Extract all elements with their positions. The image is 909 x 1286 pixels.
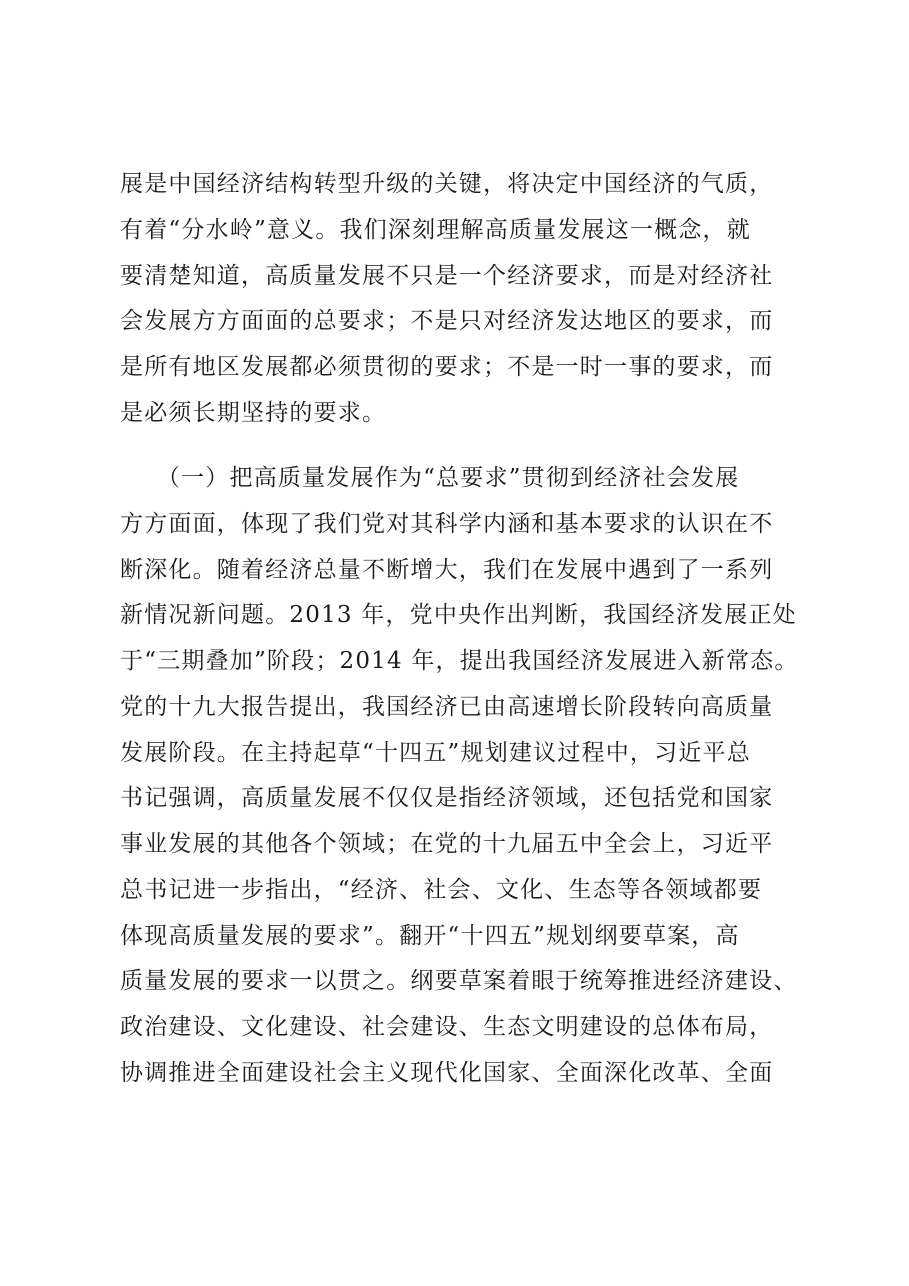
text-line: 于“三期叠加”阶段；2014 年，提出我国经济发展进入新常态。	[120, 648, 799, 674]
text-line: 是所有地区发展都必须贯彻的要求；不是一时一事的要求，而	[120, 354, 774, 380]
text-line: 协调推进全面建设社会主义现代化国家、全面深化改革、全面	[120, 1059, 774, 1086]
text-line: 事业发展的其他各个领域；在党的十九届五中全会上，习近平	[120, 831, 774, 857]
paragraph-section-one	[120, 456, 810, 1097]
text-line: 质量发展的要求一以贯之。纲要草案着眼于统筹推进经济建设、	[120, 968, 798, 995]
text-line: 体现高质量发展的要求”。翻开“十四五”规划纲要草案，高	[120, 922, 740, 949]
paragraph-continuation	[120, 162, 810, 437]
text-line: 发展阶段。在主持起草“十四五”规划建议过程中，习近平总	[120, 739, 751, 766]
text-line: 有着“分水岭”意义。我们深刻理解高质量发展这一概念，就	[120, 216, 751, 243]
text-line: 总书记进一步指出，“经济、社会、文化、生态等各领域都要	[120, 876, 763, 903]
text-line: 展是中国经济结构转型升级的关键，将决定中国经济的气质，	[120, 171, 774, 197]
text-line: 方方面面，体现了我们党对其科学内涵和基本要求的认识在不	[120, 510, 774, 537]
text-line: 会发展方方面面的总要求；不是只对经济发达地区的要求，而	[120, 308, 774, 335]
text-line: 书记强调，高质量发展不仅仅是指经济领域，还包括党和国家	[120, 785, 774, 812]
text-line: 新情况新问题。2013 年，党中央作出判断，我国经济发展正处	[120, 602, 797, 629]
text-line: 党的十九大报告提出，我国经济已由高速增长阶段转向高质量	[120, 693, 774, 720]
text-line: 断深化。随着经济总量不断增大，我们在发展中遇到了一系列	[120, 556, 774, 583]
text-line: （一）把高质量发展作为“总要求”贯彻到经济社会发展	[120, 465, 740, 491]
text-line: 要清楚知道，高质量发展不只是一个经济要求，而是对经济社	[120, 262, 774, 289]
text-line: 是必须长期坚持的要求。	[120, 399, 387, 426]
text-line: 政治建设、文化建设、社会建设、生态文明建设的总体布局，	[120, 1014, 774, 1040]
